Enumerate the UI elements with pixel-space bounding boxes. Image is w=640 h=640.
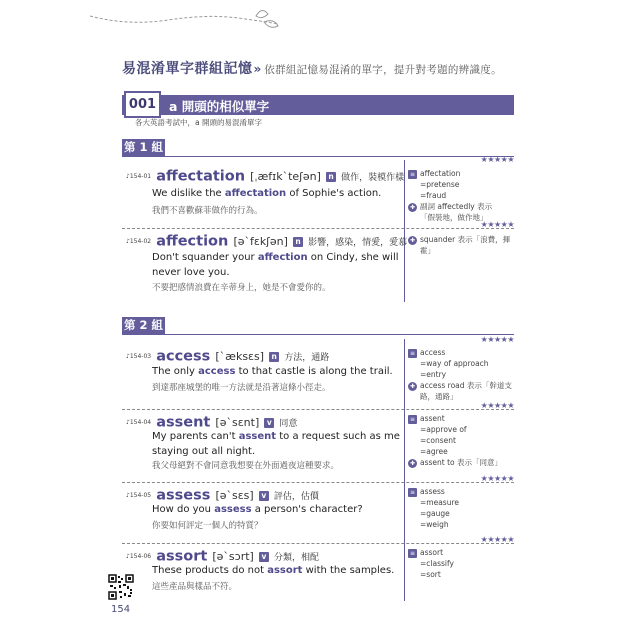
keyword: assent (238, 431, 277, 442)
rating-stars: ★★★★★ (480, 335, 514, 344)
example-sentence: Don't squander your affection on Cindy, she will never love you. (152, 252, 399, 278)
audio-ref: ♪154-02 (126, 238, 152, 245)
keyword: access (198, 366, 236, 377)
page-number: 154 (111, 604, 131, 615)
audio-ref: ♪154-03 (126, 353, 152, 360)
headword: assess (156, 487, 211, 504)
part-of-speech-badge: n (293, 237, 303, 247)
headword: access (156, 348, 211, 365)
unit-number: 001 (124, 91, 161, 118)
example-sentence: We dislike the affectation of Sophie's action. (152, 188, 382, 199)
keyword: assess (214, 504, 252, 515)
meaning: 做作，裝模作樣 (341, 173, 405, 183)
example-sentence: How do you assess a person's character? (152, 504, 363, 515)
example-translation: 到達那座城堡的唯一方法就是沿著這條小徑走。 (152, 383, 331, 393)
entry-affectation (122, 155, 514, 225)
keyword: assort (267, 565, 303, 576)
page-title: 易混淆單字群組記憶 (122, 61, 253, 77)
meaning: 評估，估價 (273, 492, 319, 502)
synonym-icon: ≡ (409, 349, 416, 357)
decorative-vine-icon (88, 4, 288, 34)
side-note: ≡ assess =measure =gauge =weigh (409, 487, 459, 529)
entry-divider (122, 543, 514, 544)
rating-stars: ★★★★★ (480, 401, 514, 410)
headword: affection (156, 233, 229, 250)
part-of-speech-badge: v (264, 418, 274, 428)
rating-stars: ★★★★★ (480, 474, 514, 483)
meaning: 方法，通路 (284, 353, 330, 363)
part-of-speech-badge: v (259, 552, 269, 562)
entry-divider (122, 482, 514, 483)
part-of-speech-badge: n (326, 172, 336, 182)
rating-stars: ★★★★★ (480, 220, 514, 229)
example-translation: 我們不喜歡蘇菲做作的行為。 (152, 206, 263, 216)
headword-row (126, 166, 404, 185)
tip-icon: ✚ (409, 459, 416, 467)
example-translation: 我父母絕對不會同意我想要在外面過夜這種要求。 (152, 461, 340, 471)
example-translation: 不要把感情浪費在辛蒂身上，她是不會愛你的。 (152, 283, 331, 293)
page-header (122, 58, 502, 78)
synonym-icon: ≡ (409, 170, 416, 178)
phonetic: [əˋsɔrt] (212, 550, 254, 563)
meaning: 影響，感染，情愛，愛慕 (308, 238, 408, 248)
entry-assent (122, 401, 514, 477)
synonym-icon: ≡ (409, 549, 416, 557)
headword: assort (156, 548, 208, 565)
phonetic: [əˋsɛnt] (215, 416, 260, 429)
synonym-icon: ≡ (409, 415, 416, 423)
group-label-1: 第 1 組 (123, 140, 163, 154)
part-of-speech-badge: v (259, 491, 269, 501)
side-note: ≡ assort =classify =sort (409, 548, 454, 579)
example-sentence: My parents can't assent to a request such as me staying out all night. (152, 431, 400, 457)
audio-ref: ♪154-04 (126, 419, 152, 426)
side-note: ≡ access =way of approach =entry ✚ access road 表示「幹道支 路，通路」 (409, 348, 512, 401)
meaning: 分類，相配 (274, 553, 320, 563)
group-divider (122, 156, 514, 157)
group-label-2: 第 2 組 (123, 318, 163, 332)
phonetic: [əˋfɛkʃən] (233, 235, 288, 248)
example-sentence: These products do not assort with the samples. (152, 565, 395, 576)
rating-stars: ★★★★★ (480, 155, 514, 164)
rating-stars: ★★★★★ (480, 535, 514, 544)
entry-divider (122, 228, 514, 229)
phonetic: [ˌæfɪkˋteʃən] (250, 170, 321, 183)
meaning: 同意 (279, 419, 298, 429)
phonetic: [ˋæksɛs] (215, 350, 265, 363)
unit-title: a 開頭的相似單字 (169, 99, 270, 114)
example-translation: 這些產品與樣品不符。 (152, 582, 238, 592)
tip-icon: ✚ (409, 203, 416, 211)
entry-assess (122, 474, 514, 538)
side-note: ≡ affectation =pretense =fraud ✚ 副詞 affectedly 表示 「假裝地，做作地」 (409, 169, 493, 222)
example-translation: 你要如何評定一個人的特質？ (152, 521, 263, 531)
audio-ref: ♪154-01 (126, 173, 152, 180)
page-subtitle: 依群組記憶易混淆的單字，提升對考題的辨識度。 (264, 64, 502, 76)
side-note: ≡ assent =approve of =consent =agree ✚ assent to 表示「同意」 (409, 414, 503, 467)
tip-icon: ✚ (409, 236, 416, 244)
unit-subtitle: 各大英語考試中，a 開頭的易混淆單字 (135, 118, 262, 127)
headword-row (126, 346, 329, 365)
group-divider (122, 334, 514, 335)
entry-divider (122, 409, 514, 410)
entry-access (122, 335, 514, 403)
headword: affectation (156, 168, 246, 185)
entry-affection (122, 220, 514, 300)
example-sentence: The only access to that castle is along the trail. (152, 366, 393, 377)
entry-assort (122, 535, 514, 598)
tip-icon: ✚ (409, 382, 416, 390)
keyword: affectation (224, 188, 287, 199)
qr-code-icon (108, 574, 134, 600)
keyword: affection (257, 252, 308, 263)
side-note: ✚ squander 表示「浪費，揮 霍」 (409, 235, 511, 255)
part-of-speech-badge: n (269, 352, 279, 362)
synonym-icon: ≡ (409, 488, 416, 496)
audio-ref: ♪154-05 (126, 492, 152, 499)
audio-ref: ♪154-06 (126, 553, 152, 560)
headword: assent (156, 414, 211, 431)
headword-row (126, 231, 407, 250)
double-arrow-icon: » (253, 62, 262, 76)
phonetic: [əˋsɛs] (215, 489, 254, 502)
